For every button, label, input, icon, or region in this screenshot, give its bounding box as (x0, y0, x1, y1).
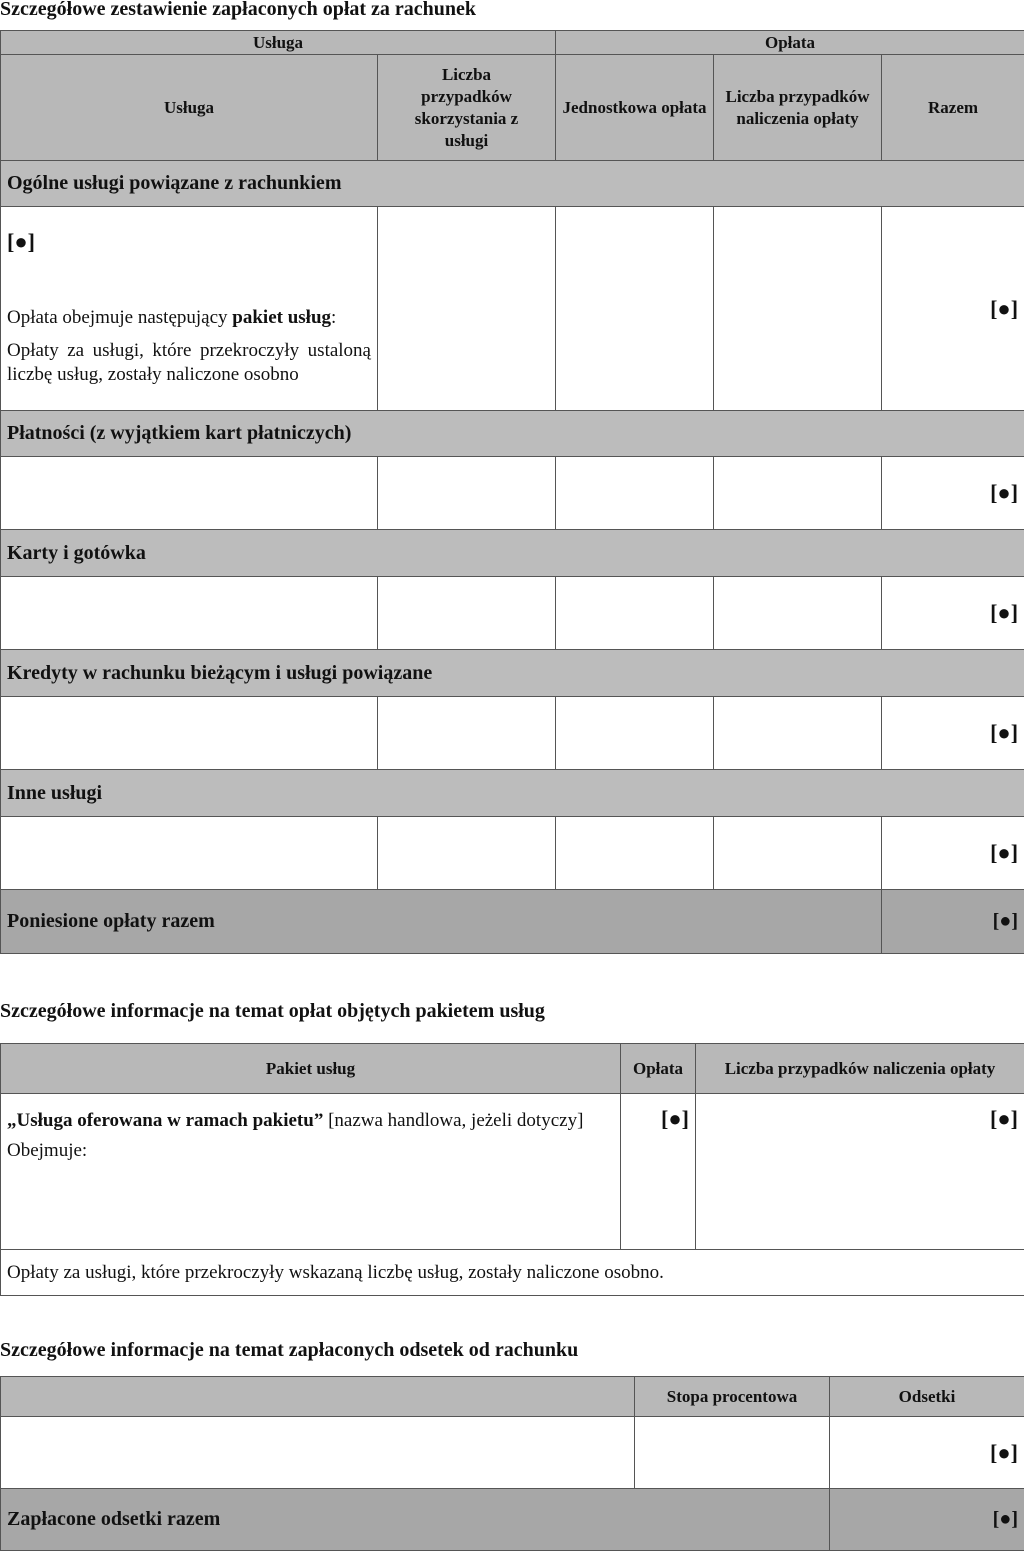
group-header-fee: Opłata (556, 31, 1024, 55)
package-count-value: [●] (696, 1094, 1024, 1250)
payments-total-value: [●] (882, 457, 1024, 530)
package-header-count: Liczba przypadków naliczenia opłaty (696, 1044, 1024, 1094)
interest-header-amount: Odsetki (830, 1377, 1024, 1417)
overdraft-total-value: [●] (882, 697, 1024, 770)
general-total-value: [●] (882, 207, 1024, 411)
general-service-cell (1, 207, 378, 411)
general-excess-note: Opłaty za usługi, które przekroczyły ustaloną liczbę usług, zostały naliczone osobno (7, 340, 371, 385)
package-header-fee: Opłata (621, 1044, 696, 1094)
interest-description-cell (1, 1417, 635, 1489)
interest-header-blank (1, 1377, 635, 1417)
interest-total-label: Zapłacone odsetki razem (1, 1489, 830, 1551)
col-header-unit-fee: Jednostkowa opłata (556, 55, 714, 161)
other-service-cell (1, 817, 378, 890)
interest-rate-cell (635, 1417, 830, 1489)
cards-service-cell (1, 577, 378, 650)
package-table (0, 1043, 1024, 1296)
package-includes-label: Obejmuje: (7, 1140, 88, 1161)
col-header-service: Usługa (1, 55, 378, 161)
package-excess-note: Opłaty za usługi, które przekroczyły wskazaną liczbę usług, zostały naliczone osobno. (1, 1250, 1024, 1296)
category-general: Ogólne usługi powiązane z rachunkiem (1, 161, 1024, 207)
general-charge-count-cell (714, 207, 882, 411)
grand-total-value: [●] (882, 890, 1024, 954)
fees-table (0, 30, 1024, 954)
general-usage-cell (378, 207, 556, 411)
payments-service-cell (1, 457, 378, 530)
col-header-charge-count: Liczba przypadków naliczenia opłaty (714, 55, 882, 161)
grand-total-label: Poniesione opłaty razem (1, 890, 882, 954)
category-payments: Płatności (z wyjątkiem kart płatniczych) (1, 411, 1024, 457)
package-header-name: Pakiet usług (1, 1044, 621, 1094)
col-header-total: Razem (882, 55, 1024, 161)
col-header-usage-count: Liczba przypadków skorzystania z usługi (378, 55, 556, 161)
interest-header-rate: Stopa procentowa (635, 1377, 830, 1417)
overdraft-service-cell (1, 697, 378, 770)
interest-table (0, 1376, 1024, 1551)
category-overdraft: Kredyty w rachunku bieżącym i usługi powiązane (1, 650, 1024, 697)
category-cards-cash: Karty i gotówka (1, 530, 1024, 577)
interest-section-title: Szczegółowe informacje na temat zapłaconych odsetek od rachunku (0, 1339, 579, 1361)
other-total-value: [●] (882, 817, 1024, 890)
general-unit-fee-cell (556, 207, 714, 411)
interest-amount-value: [●] (830, 1417, 1024, 1489)
category-other: Inne usługi (1, 770, 1024, 817)
package-description-cell (1, 1094, 621, 1250)
package-line: Opłata obejmuje następujący pakiet usług: (7, 307, 337, 328)
interest-total-value: [●] (830, 1489, 1024, 1551)
fees-section-title: Szczegółowe zestawienie zapłaconych opłat za rachunek (0, 0, 477, 20)
cards-total-value: [●] (882, 577, 1024, 650)
package-line-bold: pakiet usług (232, 307, 332, 328)
package-name: „Usługa oferowana w ramach pakietu” [nazwa handlowa, jeżeli dotyczy] (7, 1110, 584, 1131)
package-fee-value: [●] (621, 1094, 696, 1250)
package-section-title: Szczegółowe informacje na temat opłat objętych pakietem usług (0, 1000, 545, 1022)
group-header-service: Usługa (1, 31, 556, 55)
general-placeholder: [●] (7, 229, 35, 254)
